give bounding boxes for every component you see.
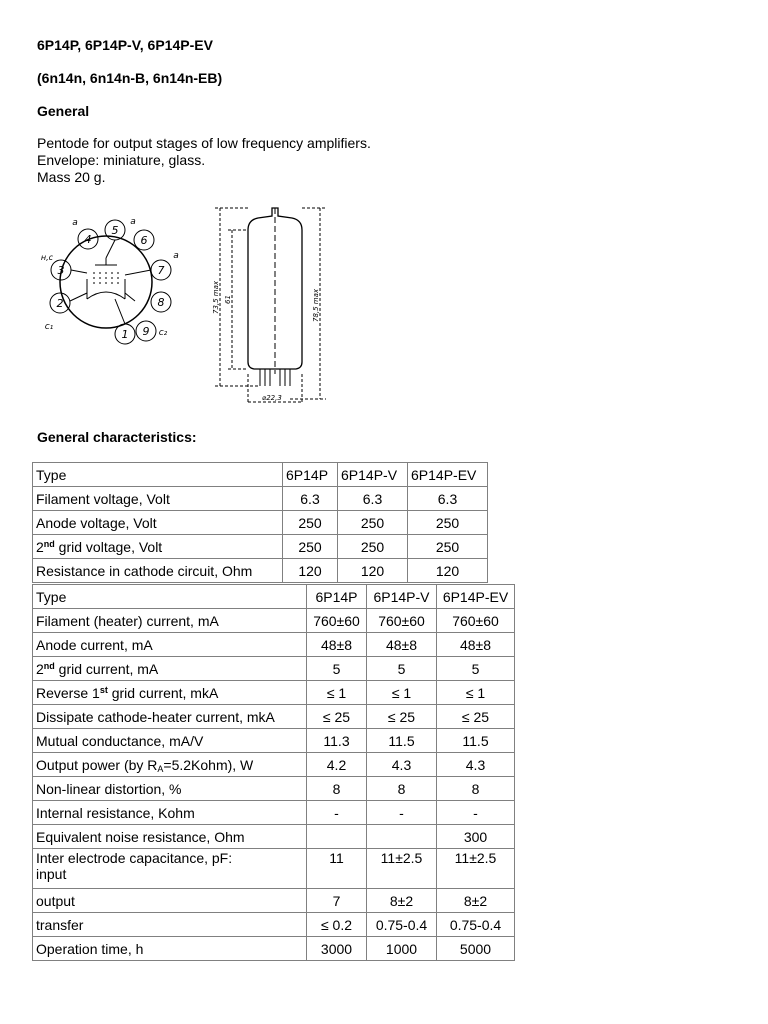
table-cell [367, 825, 437, 849]
table-cell: ≤ 1 [437, 681, 515, 705]
intro-text [37, 135, 371, 186]
table-row [33, 657, 515, 681]
table-cell: 8 [367, 777, 437, 801]
table-cell: 6.3 [408, 487, 488, 511]
anode-label: a [72, 218, 78, 228]
heater-cathode-label: н,с [40, 253, 54, 262]
intro-line: Envelope: miniature, glass. [37, 152, 206, 168]
table-cell: 760±60 [367, 609, 437, 633]
row-label: Equivalent noise resistance, Ohm [33, 825, 307, 849]
table-cell: 11.5 [437, 729, 515, 753]
table-cell: 6P14P-V [338, 463, 408, 487]
label-text: Output power (by R [36, 756, 158, 773]
table-cell: 1000 [367, 937, 437, 961]
table-cell: 8±2 [437, 889, 515, 913]
row-label [33, 681, 307, 705]
table-cell: 11.3 [307, 729, 367, 753]
row-label: Internal resistance, Kohm [33, 801, 307, 825]
pin-label: 9 [142, 325, 150, 338]
table-cell: Type [33, 463, 283, 487]
table-row [33, 535, 488, 559]
general-heading: General [37, 103, 90, 119]
table-cell: 250 [338, 535, 408, 559]
table-cell: 6P14P-EV [408, 463, 488, 487]
label-text: grid voltage, Volt [54, 538, 163, 555]
table-cell: ≤ 1 [367, 681, 437, 705]
pin-label: 4 [84, 233, 92, 246]
row-label [33, 753, 307, 777]
row-label [33, 657, 307, 681]
label-superscript: st [99, 684, 108, 695]
table-cell: 250 [408, 511, 488, 535]
anode-label: a [130, 217, 136, 227]
table-row [33, 633, 515, 657]
dimension-label: 78,5 max [312, 288, 320, 322]
grid2-label: c₂ [158, 328, 168, 338]
table-cell: 6P14P-EV [437, 585, 515, 609]
table-row [33, 849, 515, 889]
intro-line: Mass 20 g. [37, 169, 106, 185]
table-cell: 3000 [307, 937, 367, 961]
table-cell: 48±8 [437, 633, 515, 657]
dimension-label: ⌀22,3 [262, 394, 282, 402]
table-row [33, 889, 515, 913]
row-label [33, 535, 283, 559]
label-text: Inter electrode capacitance, pF: [36, 850, 233, 866]
table-cell [307, 825, 367, 849]
row-label: Anode current, mA [33, 633, 307, 657]
document-subtitle: (6n14n, 6n14n-B, 6n14n-EB) [37, 70, 223, 86]
pin-label: 6 [140, 234, 148, 247]
table-cell: Type [33, 585, 307, 609]
table-cell: 4.3 [437, 753, 515, 777]
table-row [33, 559, 488, 583]
row-label: Non-linear distortion, % [33, 777, 307, 801]
table-row [33, 705, 515, 729]
table-cell: 760±60 [307, 609, 367, 633]
label-subscript: A [157, 763, 164, 774]
table-cell: 8 [437, 777, 515, 801]
label-superscript: nd [43, 538, 55, 549]
table-cell: - [367, 801, 437, 825]
tube-outline-drawing [210, 204, 335, 410]
table-cell: 11.5 [367, 729, 437, 753]
table-header-row [33, 585, 515, 609]
table-cell: ≤ 25 [437, 705, 515, 729]
pin-label: 7 [157, 264, 165, 277]
label-text: =5.2Kohm), W [163, 756, 254, 773]
table-cell: 6.3 [338, 487, 408, 511]
row-label: Resistance in cathode circuit, Ohm [33, 559, 283, 583]
table-cell: - [437, 801, 515, 825]
table-cell: ≤ 1 [307, 681, 367, 705]
table-cell: 8±2 [367, 889, 437, 913]
table-cell: 250 [338, 511, 408, 535]
anode-label: a [173, 251, 179, 261]
label-text: 2 [36, 660, 44, 677]
label-text: input [36, 866, 67, 882]
table-cell: 6P14P [307, 585, 367, 609]
pin-label: 8 [157, 296, 165, 309]
label-text: grid current, mkA [107, 684, 219, 701]
table-cell: 5 [367, 657, 437, 681]
table-cell: 250 [283, 511, 338, 535]
grid1-label: c₁ [44, 322, 54, 332]
table-cell: 5 [437, 657, 515, 681]
table-row [33, 681, 515, 705]
table-row [33, 729, 515, 753]
characteristics-table-voltages [32, 462, 488, 583]
row-label: Dissipate cathode-heater current, mkA [33, 705, 307, 729]
label-text: 2 [36, 538, 44, 555]
intro-line: Pentode for output stages of low frequency amplifiers. [37, 135, 371, 151]
table-cell: 11±2.5 [437, 849, 515, 889]
row-label: Mutual conductance, mA/V [33, 729, 307, 753]
table-row [33, 511, 488, 535]
table-cell: 11 [307, 849, 367, 889]
table-cell: 8 [307, 777, 367, 801]
table-cell: 11±2.5 [367, 849, 437, 889]
table-cell: 0.75-0.4 [367, 913, 437, 937]
row-label: transfer [33, 913, 307, 937]
table-cell: 6.3 [283, 487, 338, 511]
table-cell: 7 [307, 889, 367, 913]
table-cell: 4.2 [307, 753, 367, 777]
document-title: 6P14P, 6P14P-V, 6P14P-EV [37, 37, 213, 53]
table-cell: 48±8 [307, 633, 367, 657]
row-label: Anode voltage, Volt [33, 511, 283, 535]
row-label: output [33, 889, 307, 913]
table-cell: ≤ 25 [367, 705, 437, 729]
table-header-row [33, 463, 488, 487]
table-cell: 5 [307, 657, 367, 681]
dimension-label: 73,5 max [212, 280, 220, 314]
table-cell: 120 [338, 559, 408, 583]
table-row [33, 777, 515, 801]
table-cell: 5000 [437, 937, 515, 961]
table-cell: 760±60 [437, 609, 515, 633]
label-superscript: nd [43, 660, 55, 671]
table-cell: 6P14P [283, 463, 338, 487]
table-row [33, 913, 515, 937]
table-cell: ≤ 0.2 [307, 913, 367, 937]
table-row [33, 937, 515, 961]
label-text: grid current, mA [54, 660, 159, 677]
row-label: Operation time, h [33, 937, 307, 961]
dimension-label: 61 [224, 295, 232, 304]
table-cell: 4.3 [367, 753, 437, 777]
pin-label: 1 [121, 328, 129, 341]
pin-label: 2 [56, 297, 64, 310]
table-cell: 300 [437, 825, 515, 849]
table-row [33, 753, 515, 777]
row-label: Filament (heater) current, mA [33, 609, 307, 633]
table-row [33, 801, 515, 825]
table-row [33, 487, 488, 511]
table-cell: 250 [283, 535, 338, 559]
table-cell: 120 [408, 559, 488, 583]
table-cell: 250 [408, 535, 488, 559]
row-label: Filament voltage, Volt [33, 487, 283, 511]
table-cell: 0.75-0.4 [437, 913, 515, 937]
table-cell: 120 [283, 559, 338, 583]
table-cell: 48±8 [367, 633, 437, 657]
label-text: Reverse 1 [36, 684, 100, 701]
table-row [33, 609, 515, 633]
table-row [33, 825, 515, 849]
pin-label: 5 [111, 224, 119, 237]
characteristics-table-currents [32, 584, 515, 961]
characteristics-heading: General characteristics: [37, 429, 197, 445]
row-label [33, 849, 307, 889]
tube-base-pinout-diagram [35, 213, 185, 353]
pin-label: 3 [57, 264, 65, 277]
table-cell: 6P14P-V [367, 585, 437, 609]
table-cell: ≤ 25 [307, 705, 367, 729]
table-cell: - [307, 801, 367, 825]
